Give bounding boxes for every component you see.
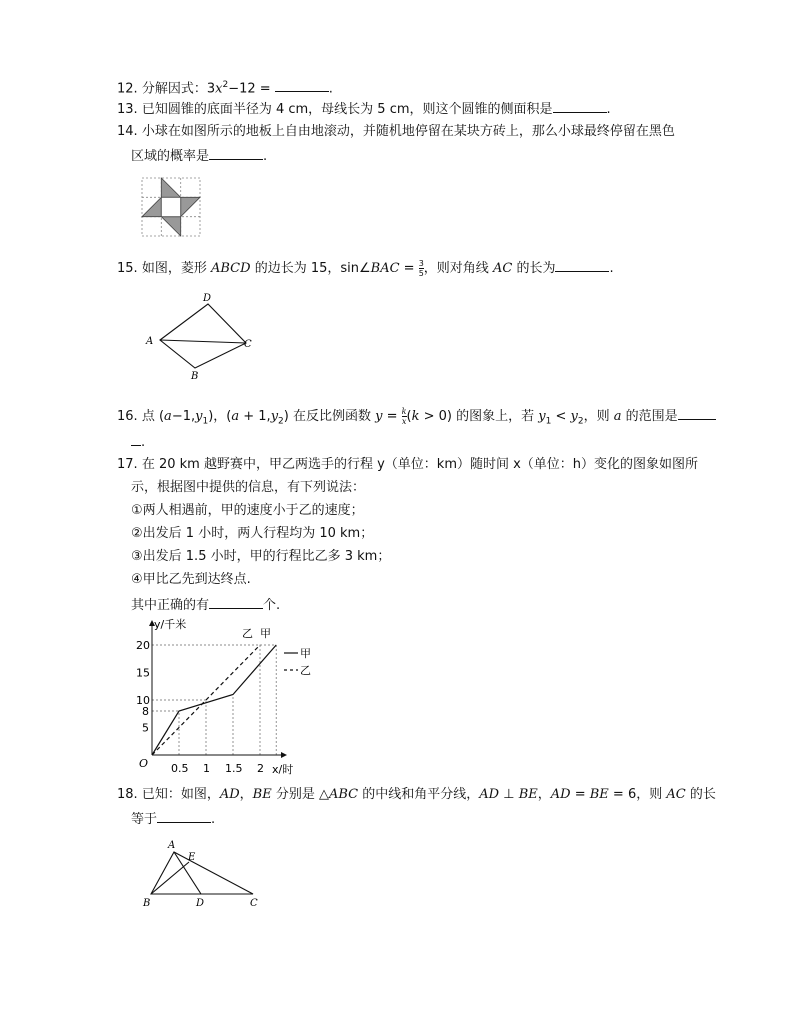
variable: y <box>570 409 578 424</box>
question-15 <box>117 258 614 278</box>
question-text: 的边长为 15，sin∠ <box>254 261 371 276</box>
question-number: 12. <box>117 81 138 97</box>
question-text: 的中线和角平分线， <box>362 787 480 802</box>
question-text: ， <box>537 787 551 802</box>
fraction-denominator: x <box>401 417 407 426</box>
variable: y <box>538 409 546 424</box>
subscript: 2 <box>278 416 284 427</box>
top-label-yi: 乙 <box>242 627 253 640</box>
question-text: ， <box>239 787 253 802</box>
question-18-line2 <box>131 809 215 829</box>
triangle-figure <box>140 838 270 910</box>
answer-blank[interactable] <box>157 809 211 823</box>
label-c: C <box>250 898 258 909</box>
variable: a <box>231 409 240 424</box>
question-text: = 6，则 <box>608 787 667 802</box>
equals-sign: = <box>399 261 419 276</box>
question-number: 13. <box>117 102 138 117</box>
statement-2: ②出发后 1 小时，两人行程均为 10 km； <box>131 526 374 541</box>
fraction-numerator: k <box>401 407 407 416</box>
bisector-be <box>151 862 189 894</box>
question-number: 16. <box>117 409 138 424</box>
question-text: ) 在反比例函数 <box>283 409 376 424</box>
question-number: 14. <box>117 124 138 139</box>
y-tick-label: 10 <box>136 694 150 707</box>
question-number: 18. <box>117 787 138 802</box>
question-text: 分解因式：3 <box>141 81 216 97</box>
question-text: −12 = <box>228 81 275 97</box>
label-a: A <box>146 336 154 347</box>
variable: a <box>613 409 622 424</box>
center-white-square <box>161 197 180 216</box>
question-text: ( <box>406 409 412 424</box>
question-number: 15. <box>117 261 138 276</box>
top-label-jia: 甲 <box>260 627 271 640</box>
question-14 <box>117 123 675 141</box>
legend <box>284 647 311 677</box>
label-b: B <box>143 898 151 909</box>
y-axis-label: y/千米 <box>154 618 187 631</box>
variable: AD <box>219 787 240 802</box>
variable: AD <box>479 787 500 802</box>
answer-blank[interactable] <box>209 146 263 160</box>
question-text: ，则 <box>583 409 614 424</box>
answer-blank[interactable] <box>209 595 263 609</box>
x-tick-label: 0.5 <box>171 762 189 775</box>
fraction-numerator: 3 <box>418 259 424 268</box>
y-tick-label: 5 <box>142 721 149 735</box>
variable: BE <box>518 787 538 802</box>
equals-sign: = <box>382 409 402 424</box>
y-tick-label: 15 <box>136 666 150 680</box>
variable: BAC <box>370 261 400 276</box>
x-axis-label: x/时 <box>272 763 294 776</box>
less-than-sign: < <box>551 409 571 424</box>
question-17-ask <box>131 595 280 615</box>
question-text: ，则对角线 <box>423 261 489 276</box>
equals-sign: = <box>570 787 590 802</box>
question-end: . <box>328 81 333 97</box>
label-b: B <box>191 371 199 382</box>
variable: ABC <box>329 787 359 802</box>
perpendicular-sign: ⊥ <box>499 787 519 802</box>
question-text: 的长 <box>689 787 716 802</box>
question-12 <box>117 76 333 98</box>
subscript: 1 <box>202 416 209 427</box>
y-tick-label: 20 <box>136 639 150 652</box>
fraction-denominator: 5 <box>418 269 424 278</box>
question-text: 其中正确的有 <box>131 598 210 613</box>
variable: y <box>195 409 203 424</box>
label-d: D <box>196 898 205 909</box>
question-16 <box>117 406 716 431</box>
variable: a <box>164 409 172 424</box>
variable: y <box>375 409 383 424</box>
x-tick-label: 2 <box>257 762 264 775</box>
question-13 <box>117 99 611 119</box>
variable: ABCD <box>210 261 251 276</box>
label-c: C <box>244 339 252 350</box>
question-text: 的范围是 <box>621 409 678 424</box>
question-end: . <box>263 149 268 164</box>
label-a: A <box>168 840 176 851</box>
variable: x <box>215 81 223 97</box>
question-text: 分别是 △ <box>275 787 329 802</box>
question-18 <box>117 786 716 804</box>
statement-4: ④甲比乙先到达终点. <box>131 572 251 587</box>
question-text: )，( <box>208 409 232 424</box>
answer-blank-continued[interactable] <box>131 432 141 446</box>
answer-blank[interactable] <box>678 406 716 420</box>
subscript: 1 <box>545 416 552 427</box>
question-text: 已知：如图， <box>141 787 220 802</box>
question-end: . <box>211 812 216 827</box>
question-16-line2 <box>131 432 145 452</box>
answer-blank[interactable] <box>555 258 609 272</box>
question-end: . <box>606 102 611 117</box>
question-17 <box>117 456 698 474</box>
question-14-line2 <box>131 146 267 166</box>
variable: BE <box>252 787 272 802</box>
question-text: 区域的概率是 <box>131 149 210 164</box>
variable: AC <box>666 787 686 802</box>
label-e: E <box>188 852 196 863</box>
question-text: 等于 <box>131 812 158 827</box>
question-text: > 0) 的图象上，若 <box>419 409 539 424</box>
statement-3: ③出发后 1.5 小时，甲的行程比乙多 3 km； <box>131 549 391 564</box>
rhombus-figure <box>140 290 260 385</box>
legend-label-yi: 乙 <box>300 664 311 677</box>
question-text: −1, <box>171 409 196 424</box>
variable: y <box>270 409 279 424</box>
floor-tile-figure <box>140 177 202 237</box>
question-text: 小球在如图所示的地板上自由地滚动，并随机地停留在某块方砖上，那么小球最终停留在黑色 <box>141 124 675 139</box>
question-text: 点 ( <box>141 409 165 424</box>
distance-time-chart <box>134 615 334 780</box>
variable: AC <box>492 261 513 276</box>
triangle-abc <box>151 852 253 894</box>
variable: BE <box>589 787 609 802</box>
label-d: D <box>203 293 212 304</box>
question-text: 在 20 km 越野赛中，甲乙两选手的行程 y（单位：km）随时间 x（单位：h）变化的图象如图所 <box>141 457 699 472</box>
x-tick-label: 1.5 <box>225 762 243 775</box>
subscript: 2 <box>577 416 584 427</box>
question-text: + 1, <box>239 409 271 424</box>
variable: k <box>411 409 420 424</box>
x-tick-label: 1 <box>203 762 210 775</box>
legend-label-jia: 甲 <box>300 647 311 660</box>
question-text: 已知圆锥的底面半径为 4 cm，母线长为 5 cm，则这个圆锥的侧面积是 <box>141 102 553 117</box>
origin-label: O <box>139 757 149 770</box>
answer-blank[interactable] <box>553 99 607 113</box>
question-text: 个. <box>263 598 281 613</box>
statement-1: ①两人相遇前，甲的速度小于乙的速度； <box>131 503 364 518</box>
question-text: 的长为 <box>516 261 556 276</box>
y-tick-label: 8 <box>142 705 149 718</box>
question-number: 17. <box>117 457 138 472</box>
question-end: . <box>609 261 614 276</box>
answer-blank[interactable] <box>275 78 329 92</box>
variable: AD <box>550 787 571 802</box>
series-lines <box>152 645 276 755</box>
question-end: . <box>141 435 146 450</box>
exponent: 2 <box>222 80 229 90</box>
question-text: 如图，菱形 <box>141 261 207 276</box>
series-line-jia <box>152 645 276 755</box>
diagonal-ac <box>160 340 246 343</box>
rhombus-abcd <box>160 304 246 368</box>
question-17-line2: 示，根据图中提供的信息，有下列说法： <box>131 480 366 495</box>
